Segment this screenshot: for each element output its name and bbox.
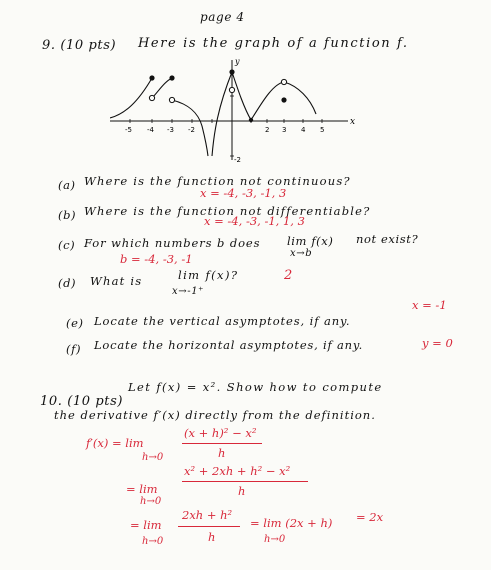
q9e-answer: x = -1 (412, 298, 447, 312)
work-line1-lhs: f′(x) = lim (86, 436, 144, 450)
curve-left-segment (152, 78, 172, 98)
work-line3-den: h (208, 530, 216, 544)
page-number: page 4 (200, 10, 245, 24)
q9c-label: (c) (58, 238, 76, 252)
closed-point-neg4 (149, 75, 154, 80)
x-tick-neg2: -2 (188, 126, 195, 134)
q9d-label: (d) (58, 276, 77, 290)
work-line3-eq: = lim (2x + h) (250, 516, 333, 530)
q9a-label: (a) (58, 178, 76, 192)
y-axis-label: y (235, 57, 240, 66)
q9a-text: Where is the function not continuous? (84, 174, 351, 188)
curve-right-dip (232, 72, 284, 120)
q9c-text: For which numbers b does (84, 236, 261, 250)
work-line2-lhs: = lim (126, 482, 158, 496)
q9c-tail: not exist? (356, 232, 419, 246)
q10-number: 10. (10 pts) (40, 394, 124, 409)
work-line3-sub: h→0 (142, 536, 164, 547)
q9f-answer: y = 0 (422, 336, 453, 350)
work-line2-den: h (238, 484, 246, 498)
q9c-answer: b = -4, -3, -1 (120, 252, 193, 266)
q9b-answer: x = -4, -3, -1, 1, 3 (204, 214, 305, 228)
curve-right-tail (284, 82, 316, 114)
q9e-label: (e) (66, 316, 84, 330)
q9b-text: Where is the function not differentiable? (84, 204, 371, 218)
work-line2-num: x² + 2xh + h² − x² (184, 464, 291, 478)
x-tick-neg5: -5 (125, 126, 132, 134)
q9c-limit: lim f(x) (287, 234, 334, 248)
q9a-answer: x = -4, -3, -1, 3 (200, 186, 287, 200)
q9d-limit-sub: x→-1⁺ (172, 286, 205, 297)
work-result: = 2x (356, 510, 384, 524)
open-point-neg3 (169, 97, 174, 102)
q9e-text: Locate the vertical asymptotes, if any. (94, 314, 351, 328)
x-tick-neg4: -4 (147, 126, 154, 134)
work-line3-lhs: = lim (130, 518, 162, 532)
q10-prompt-line2: the derivative f′(x) directly from the definition. (54, 408, 376, 422)
q9d-answer: 2 (284, 268, 293, 283)
q9d-limit: lim f(x)? (178, 268, 239, 282)
q9f-text: Locate the horizontal asymptotes, if any. (94, 338, 364, 352)
q10-prompt-line1: Let f(x) = x². Show how to compute (128, 380, 383, 394)
q9b-label: (b) (58, 208, 77, 222)
x-axis-label: x (350, 117, 356, 127)
curve-asymptote-right (212, 72, 232, 156)
x-tick-4: 4 (301, 126, 306, 134)
open-point-3 (281, 79, 286, 84)
work-line3-num: 2xh + h² (182, 508, 233, 522)
x-tick-2: 2 (265, 126, 270, 134)
q9-prompt: Here is the graph of a function f. (138, 36, 409, 51)
work-line1-den: h (218, 446, 226, 460)
x-tick-neg3: -3 (167, 126, 174, 134)
work-line2-sub: h→0 (140, 496, 162, 507)
work-line3-sub2: h→0 (264, 534, 286, 545)
work-line1-sub: h→0 (142, 452, 164, 463)
open-point-yaxis (229, 87, 234, 92)
closed-point-1 (249, 118, 253, 122)
work-line3-bar (178, 526, 240, 527)
y-tick-neg2: -2 (234, 156, 241, 164)
closed-point-neg3 (169, 75, 174, 80)
x-tick-5: 5 (320, 126, 325, 134)
work-line1-num: (x + h)² − x² (184, 426, 257, 440)
x-tick-labels (125, 126, 324, 134)
q9f-label: (f) (66, 342, 82, 356)
q9c-limit-sub: x→b (290, 248, 313, 259)
work-line2-bar (182, 481, 308, 482)
q9d-text: What is (90, 274, 143, 288)
x-tick-3: 3 (282, 126, 287, 134)
function-graph (110, 52, 360, 164)
closed-point-yaxis (229, 69, 234, 74)
q9-number: 9. (10 pts) (42, 38, 117, 53)
curve-left-rising (110, 78, 152, 118)
open-point-neg4 (149, 95, 154, 100)
closed-point-3 (281, 97, 286, 102)
work-line1-bar (182, 443, 262, 444)
